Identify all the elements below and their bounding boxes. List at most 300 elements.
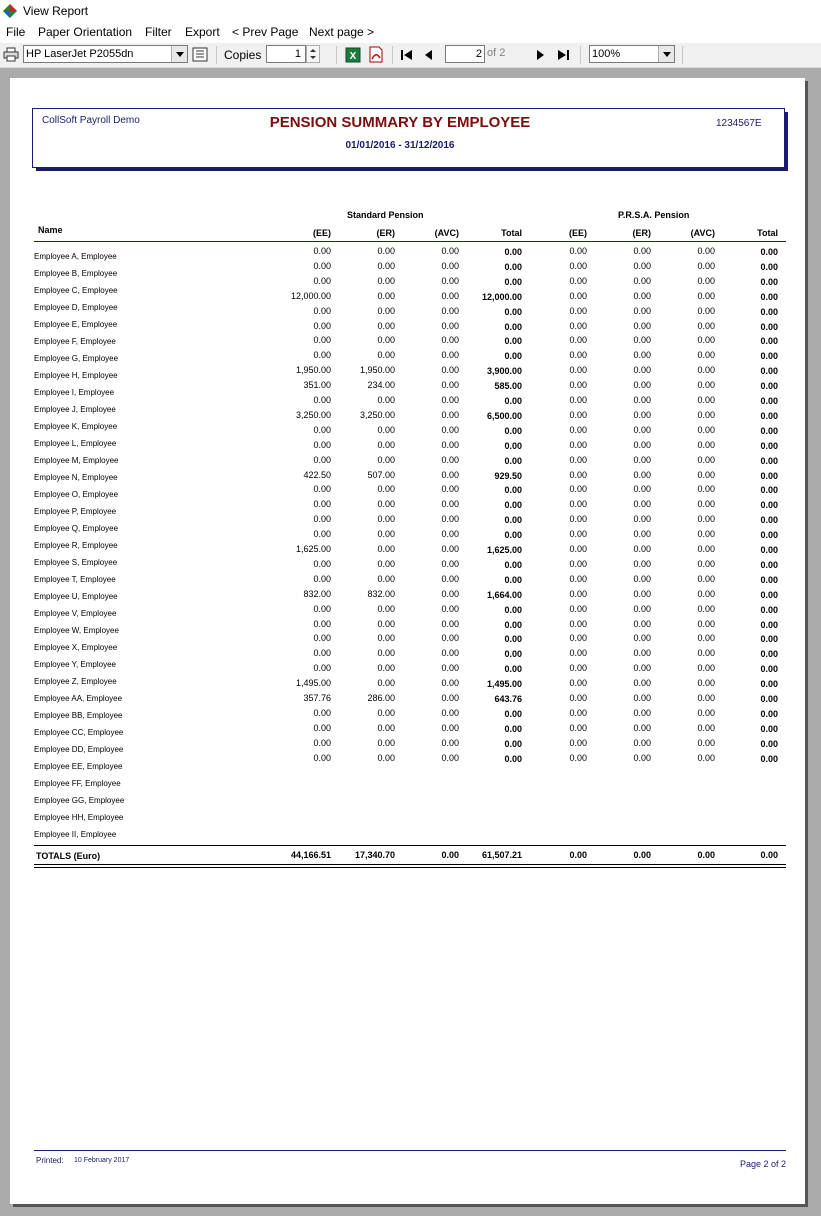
table-cell: 0.00 xyxy=(697,752,715,763)
table-cell: 0.00 xyxy=(569,320,587,331)
table-cell: 0.00 xyxy=(697,365,715,376)
table-cell: 0.00 xyxy=(313,499,331,510)
table-cell: 0.00 xyxy=(633,469,651,480)
table-cell: 0.00 xyxy=(569,648,587,659)
page-number-input[interactable] xyxy=(445,45,485,63)
table-cell: 0.00 xyxy=(313,633,331,644)
table-cell: 0.00 xyxy=(760,515,778,526)
employee-name: Employee M, Employee xyxy=(34,456,119,465)
table-cell: 0.00 xyxy=(633,618,651,629)
table-cell: 0.00 xyxy=(760,396,778,406)
table-cell: 0.00 xyxy=(569,722,587,733)
table-cell: 0.00 xyxy=(441,469,459,480)
table-cell: 0.00 xyxy=(569,454,587,465)
toolbar xyxy=(0,43,821,68)
table-cell: 0.00 xyxy=(697,350,715,361)
table-cell: 0.00 xyxy=(313,752,331,763)
table-cell: 0.00 xyxy=(441,558,459,569)
table-cell: 12,000.00 xyxy=(290,290,331,301)
copies-input[interactable] xyxy=(266,45,306,63)
employee-name: Employee GG, Employee xyxy=(34,796,125,805)
table-cell: 0.00 xyxy=(313,707,331,718)
table-cell: 0.00 xyxy=(633,573,651,584)
total-cell: 44,166.51 xyxy=(290,850,331,860)
table-cell: 0.00 xyxy=(441,603,459,614)
table-cell: 1,495.00 xyxy=(486,679,522,690)
employee-name: Employee F, Employee xyxy=(34,337,116,346)
table-cell: 0.00 xyxy=(633,633,651,644)
menu-export[interactable]: Export xyxy=(185,25,220,39)
table-cell: 0.00 xyxy=(441,529,459,540)
window-title: View Report xyxy=(23,4,89,18)
table-cell: 0.00 xyxy=(697,424,715,435)
table-cell: 0.00 xyxy=(441,395,459,405)
table-cell: 0.00 xyxy=(697,648,715,659)
table-cell: 0.00 xyxy=(377,260,395,271)
table-cell: 0.00 xyxy=(633,693,651,703)
table-cell: 0.00 xyxy=(441,693,459,703)
table-cell: 832.00 xyxy=(367,588,395,599)
table-cell: 0.00 xyxy=(313,260,331,271)
table-cell: 0.00 xyxy=(441,380,459,391)
menu-next-page[interactable]: Next page > xyxy=(309,25,375,39)
table-cell: 0.00 xyxy=(569,424,587,435)
table-cell: 0.00 xyxy=(569,752,587,763)
table-cell: 0.00 xyxy=(504,619,522,630)
table-cell: 0.00 xyxy=(569,499,587,510)
table-cell: 0.00 xyxy=(504,500,522,511)
table-cell: 0.00 xyxy=(569,693,587,703)
employee-name: Employee K, Employee xyxy=(34,422,118,431)
total-cell: 0.00 xyxy=(633,850,651,860)
table-cell: 0.00 xyxy=(504,515,522,526)
table-cell: 0.00 xyxy=(377,439,395,450)
table-cell: 0.00 xyxy=(697,722,715,733)
table-cell: 0.00 xyxy=(697,707,715,718)
table-cell: 0.00 xyxy=(697,573,715,584)
table-cell: 0.00 xyxy=(313,558,331,569)
table-cell: 0.00 xyxy=(569,544,587,554)
table-cell: 0.00 xyxy=(760,425,778,436)
table-cell: 0.00 xyxy=(697,380,715,391)
table-cell: 0.00 xyxy=(569,305,587,316)
table-cell: 0.00 xyxy=(504,485,522,496)
table-cell: 0.00 xyxy=(760,664,778,675)
table-cell: 0.00 xyxy=(504,321,522,332)
chevron-down-icon[interactable] xyxy=(658,46,674,62)
table-cell: 0.00 xyxy=(760,604,778,615)
table-cell: 0.00 xyxy=(313,350,331,361)
table-cell: 0.00 xyxy=(760,485,778,496)
table-cell: 0.00 xyxy=(377,603,395,614)
table-cell: 0.00 xyxy=(441,737,459,748)
table-cell: 0.00 xyxy=(569,484,587,495)
table-cell: 0.00 xyxy=(697,558,715,569)
excel-export-icon[interactable] xyxy=(345,47,361,63)
table-cell: 0.00 xyxy=(760,276,778,287)
employee-name: Employee W, Employee xyxy=(34,626,119,635)
report-page xyxy=(10,78,805,1204)
table-cell: 0.00 xyxy=(377,424,395,435)
table-cell: 0.00 xyxy=(697,499,715,510)
table-cell: 0.00 xyxy=(504,723,522,734)
column-header: (EE) xyxy=(313,228,331,238)
menu-file[interactable]: File xyxy=(6,25,26,39)
group-prsa-pension: P.R.S.A. Pension xyxy=(618,210,690,220)
table-cell: 0.00 xyxy=(504,649,522,660)
table-cell: 0.00 xyxy=(313,335,331,346)
page-number-value: 2 xyxy=(475,48,482,60)
column-header: (ER) xyxy=(632,228,651,238)
table-cell: 832.00 xyxy=(303,588,331,599)
table-cell: 0.00 xyxy=(697,290,715,301)
table-cell: 0.00 xyxy=(633,722,651,733)
table-cell: 0.00 xyxy=(569,260,587,271)
table-cell: 0.00 xyxy=(633,395,651,405)
table-cell: 0.00 xyxy=(504,425,522,436)
chevron-down-icon[interactable] xyxy=(171,46,187,62)
table-cell: 0.00 xyxy=(441,514,459,525)
table-cell: 0.00 xyxy=(441,678,459,689)
table-cell: 0.00 xyxy=(377,454,395,465)
table-cell: 0.00 xyxy=(760,559,778,570)
table-cell: 0.00 xyxy=(760,381,778,392)
table-cell: 0.00 xyxy=(441,350,459,361)
table-cell: 0.00 xyxy=(697,454,715,465)
last-page-icon[interactable] xyxy=(556,49,570,61)
table-cell: 0.00 xyxy=(697,693,715,703)
total-cell: 0.00 xyxy=(697,850,715,860)
table-cell: 0.00 xyxy=(377,752,395,763)
table-cell: 0.00 xyxy=(313,246,331,256)
table-cell: 0.00 xyxy=(760,336,778,347)
table-cell: 0.00 xyxy=(441,633,459,644)
table-cell: 0.00 xyxy=(377,573,395,584)
total-cell: 0.00 xyxy=(441,850,459,860)
table-cell: 0.00 xyxy=(377,514,395,525)
table-cell: 0.00 xyxy=(760,321,778,332)
table-cell: 0.00 xyxy=(377,290,395,301)
table-cell: 0.00 xyxy=(760,440,778,451)
table-cell: 0.00 xyxy=(377,648,395,659)
table-cell: 0.00 xyxy=(633,424,651,435)
table-cell: 0.00 xyxy=(504,440,522,451)
table-cell: 1,664.00 xyxy=(486,589,522,600)
name-column-header: Name xyxy=(38,225,63,235)
table-cell: 0.00 xyxy=(441,544,459,554)
table-cell: 0.00 xyxy=(313,320,331,331)
table-cell: 0.00 xyxy=(504,753,522,764)
menu-paper-orientation[interactable]: Paper Orientation xyxy=(38,25,133,39)
table-cell: 0.00 xyxy=(697,678,715,689)
toolbar-separator xyxy=(580,46,581,64)
employee-name: Employee T, Employee xyxy=(34,575,116,584)
table-cell: 0.00 xyxy=(633,320,651,331)
employee-name: Employee V, Employee xyxy=(34,609,117,618)
table-cell: 0.00 xyxy=(504,530,522,541)
table-cell: 0.00 xyxy=(569,618,587,629)
table-cell: 0.00 xyxy=(504,708,522,719)
menu-bar xyxy=(0,22,821,43)
table-cell: 0.00 xyxy=(569,469,587,480)
employee-name: Employee B, Employee xyxy=(34,269,118,278)
table-cell: 0.00 xyxy=(377,529,395,540)
header-rule xyxy=(34,241,786,242)
column-header: (AVC) xyxy=(434,228,459,238)
table-cell: 1,950.00 xyxy=(295,365,331,376)
printer-select[interactable] xyxy=(23,45,188,63)
table-cell: 0.00 xyxy=(697,320,715,331)
table-cell: 0.00 xyxy=(633,260,651,271)
table-cell: 0.00 xyxy=(633,648,651,659)
table-cell: 0.00 xyxy=(377,246,395,256)
employee-name: Employee A, Employee xyxy=(34,252,117,261)
table-cell: 0.00 xyxy=(697,484,715,495)
table-cell: 286.00 xyxy=(367,693,395,703)
header-shadow xyxy=(36,167,788,171)
table-cell: 0.00 xyxy=(569,380,587,391)
table-cell: 0.00 xyxy=(633,707,651,718)
table-cell: 0.00 xyxy=(504,336,522,347)
table-cell: 0.00 xyxy=(569,514,587,525)
table-cell: 0.00 xyxy=(504,247,522,257)
prev-page-icon[interactable] xyxy=(424,49,434,61)
copies-stepper[interactable] xyxy=(306,45,320,63)
table-cell: 0.00 xyxy=(697,618,715,629)
table-cell: 0.00 xyxy=(313,618,331,629)
employee-name: Employee R, Employee xyxy=(34,541,118,550)
menu-prev-page[interactable]: < Prev Page xyxy=(232,25,299,39)
table-cell: 0.00 xyxy=(697,529,715,540)
employee-name: Employee DD, Employee xyxy=(34,745,124,754)
table-cell: 0.00 xyxy=(633,678,651,689)
table-cell: 0.00 xyxy=(313,737,331,748)
employee-name: Employee FF, Employee xyxy=(34,779,121,788)
table-cell: 0.00 xyxy=(760,530,778,541)
table-cell: 0.00 xyxy=(441,246,459,256)
table-cell: 0.00 xyxy=(760,679,778,690)
table-cell: 0.00 xyxy=(760,351,778,362)
table-cell: 0.00 xyxy=(760,500,778,511)
company-name: CollSoft Payroll Demo xyxy=(42,115,140,126)
table-cell: 0.00 xyxy=(313,439,331,450)
table-cell: 0.00 xyxy=(697,305,715,316)
table-cell: 0.00 xyxy=(697,439,715,450)
table-cell: 0.00 xyxy=(441,275,459,286)
table-cell: 0.00 xyxy=(569,395,587,405)
table-cell: 0.00 xyxy=(633,365,651,376)
app-icon xyxy=(3,4,17,18)
table-cell: 0.00 xyxy=(760,545,778,555)
table-cell: 0.00 xyxy=(760,738,778,749)
table-cell: 0.00 xyxy=(760,470,778,481)
table-cell: 0.00 xyxy=(697,469,715,480)
table-cell: 0.00 xyxy=(569,350,587,361)
table-cell: 0.00 xyxy=(760,291,778,302)
svg-text:X: X xyxy=(349,51,357,62)
toolbar-separator xyxy=(336,46,337,64)
table-cell: 0.00 xyxy=(377,335,395,346)
pdf-export-icon[interactable] xyxy=(368,46,384,63)
table-cell: 0.00 xyxy=(569,707,587,718)
total-cell: 0.00 xyxy=(760,850,778,860)
table-cell: 0.00 xyxy=(377,558,395,569)
table-cell: 0.00 xyxy=(377,722,395,733)
table-cell: 0.00 xyxy=(633,380,651,391)
employee-name: Employee EE, Employee xyxy=(34,762,123,771)
table-cell: 0.00 xyxy=(377,663,395,674)
table-cell: 0.00 xyxy=(504,604,522,615)
employer-ref: 1234567E xyxy=(716,118,762,129)
totals-label: TOTALS (Euro) xyxy=(36,851,101,861)
table-cell: 0.00 xyxy=(633,499,651,510)
printed-label: Printed: xyxy=(36,1156,64,1165)
table-cell: 1,625.00 xyxy=(486,545,522,555)
table-cell: 0.00 xyxy=(569,290,587,301)
table-cell: 0.00 xyxy=(760,753,778,764)
table-cell: 0.00 xyxy=(569,335,587,346)
table-cell: 0.00 xyxy=(313,573,331,584)
table-cell: 0.00 xyxy=(441,454,459,465)
table-cell: 0.00 xyxy=(441,290,459,301)
stepper-arrows-icon xyxy=(307,46,319,62)
employee-name: Employee BB, Employee xyxy=(34,711,123,720)
employee-name: Employee U, Employee xyxy=(34,592,118,601)
table-cell: 0.00 xyxy=(441,663,459,674)
totals-top-rule xyxy=(34,845,786,846)
table-cell: 0.00 xyxy=(313,722,331,733)
table-cell: 0.00 xyxy=(760,708,778,719)
table-cell: 0.00 xyxy=(441,365,459,376)
employee-name: Employee H, Employee xyxy=(34,371,118,380)
table-cell: 0.00 xyxy=(377,707,395,718)
table-cell: 0.00 xyxy=(569,603,587,614)
table-cell: 0.00 xyxy=(504,634,522,645)
table-cell: 0.00 xyxy=(760,247,778,257)
table-cell: 0.00 xyxy=(377,737,395,748)
first-page-icon[interactable] xyxy=(400,49,414,61)
table-cell: 0.00 xyxy=(633,350,651,361)
table-cell: 0.00 xyxy=(441,573,459,584)
table-cell: 0.00 xyxy=(377,305,395,316)
employee-name: Employee E, Employee xyxy=(34,320,118,329)
footer-rule xyxy=(34,1150,786,1151)
employee-name: Employee L, Employee xyxy=(34,439,117,448)
table-cell: 0.00 xyxy=(313,514,331,525)
zoom-select[interactable] xyxy=(589,45,675,63)
table-cell: 0.00 xyxy=(633,663,651,674)
table-cell: 0.00 xyxy=(760,634,778,645)
table-cell: 0.00 xyxy=(313,529,331,540)
table-cell: 0.00 xyxy=(313,305,331,316)
table-cell: 0.00 xyxy=(569,529,587,540)
employee-name: Employee N, Employee xyxy=(34,473,118,482)
table-cell: 357.76 xyxy=(303,693,331,703)
table-cell: 0.00 xyxy=(504,738,522,749)
table-cell: 0.00 xyxy=(313,603,331,614)
column-header: (ER) xyxy=(376,228,395,238)
employee-name: Employee X, Employee xyxy=(34,643,118,652)
table-cell: 0.00 xyxy=(313,648,331,659)
table-cell: 0.00 xyxy=(441,618,459,629)
employee-name: Employee Q, Employee xyxy=(34,524,119,533)
page-indicator: Page 2 of 2 xyxy=(739,1159,786,1169)
table-cell: 0.00 xyxy=(633,484,651,495)
table-cell: 0.00 xyxy=(441,588,459,599)
page-of-label: of 2 xyxy=(487,47,506,59)
employee-name: Employee J, Employee xyxy=(34,405,116,414)
next-page-icon[interactable] xyxy=(535,49,545,61)
table-cell: 234.00 xyxy=(367,380,395,391)
table-cell: 0.00 xyxy=(633,305,651,316)
table-cell: 0.00 xyxy=(633,558,651,569)
table-cell: 0.00 xyxy=(697,663,715,674)
table-cell: 0.00 xyxy=(441,409,459,420)
table-cell: 0.00 xyxy=(504,261,522,272)
total-cell: 0.00 xyxy=(569,850,587,860)
table-cell: 0.00 xyxy=(441,499,459,510)
table-cell: 507.00 xyxy=(367,469,395,480)
table-cell: 0.00 xyxy=(504,455,522,466)
table-cell: 0.00 xyxy=(569,365,587,376)
table-cell: 0.00 xyxy=(760,589,778,600)
table-cell: 0.00 xyxy=(377,618,395,629)
printer-icon[interactable] xyxy=(3,47,19,62)
table-cell: 0.00 xyxy=(760,723,778,734)
table-cell: 0.00 xyxy=(760,306,778,317)
table-cell: 0.00 xyxy=(441,424,459,435)
table-cell: 6,500.00 xyxy=(486,410,522,421)
table-cell: 0.00 xyxy=(633,752,651,763)
table-cell: 0.00 xyxy=(697,737,715,748)
table-cell: 0.00 xyxy=(697,395,715,405)
table-cell: 0.00 xyxy=(569,633,587,644)
table-cell: 0.00 xyxy=(441,305,459,316)
group-standard-pension: Standard Pension xyxy=(347,210,424,220)
table-cell: 0.00 xyxy=(569,275,587,286)
title-bar xyxy=(0,0,821,22)
table-cell: 3,250.00 xyxy=(359,409,395,420)
table-cell: 0.00 xyxy=(760,694,778,704)
column-header: Total xyxy=(501,228,522,238)
printed-date: 10 February 2017 xyxy=(74,1157,130,1164)
zoom-select-value: 100% xyxy=(592,48,621,60)
copies-value: 1 xyxy=(294,48,301,60)
report-title: PENSION SUMMARY BY EMPLOYEE xyxy=(269,114,531,131)
table-cell: 0.00 xyxy=(504,559,522,570)
total-cell: 17,340.70 xyxy=(354,850,395,860)
menu-filter[interactable]: Filter xyxy=(145,25,172,39)
employee-name: Employee O, Employee xyxy=(34,490,119,499)
total-cell: 61,507.21 xyxy=(481,850,522,860)
table-cell: 1,495.00 xyxy=(295,678,331,689)
table-cell: 0.00 xyxy=(377,484,395,495)
employee-name: Employee C, Employee xyxy=(34,286,118,295)
employee-name: Employee AA, Employee xyxy=(34,694,123,703)
employee-name: Employee CC, Employee xyxy=(34,728,124,737)
table-cell: 0.00 xyxy=(504,276,522,287)
table-cell: 0.00 xyxy=(377,350,395,361)
table-cell: 0.00 xyxy=(569,678,587,689)
printer-properties-icon[interactable] xyxy=(192,47,208,62)
table-cell: 0.00 xyxy=(760,410,778,421)
report-period: 01/01/2016 - 31/12/2016 xyxy=(345,140,455,151)
table-cell: 0.00 xyxy=(377,320,395,331)
employee-name: Employee S, Employee xyxy=(34,558,118,567)
table-cell: 0.00 xyxy=(569,573,587,584)
table-cell: 12,000.00 xyxy=(481,291,522,302)
employee-name: Employee G, Employee xyxy=(34,354,119,363)
